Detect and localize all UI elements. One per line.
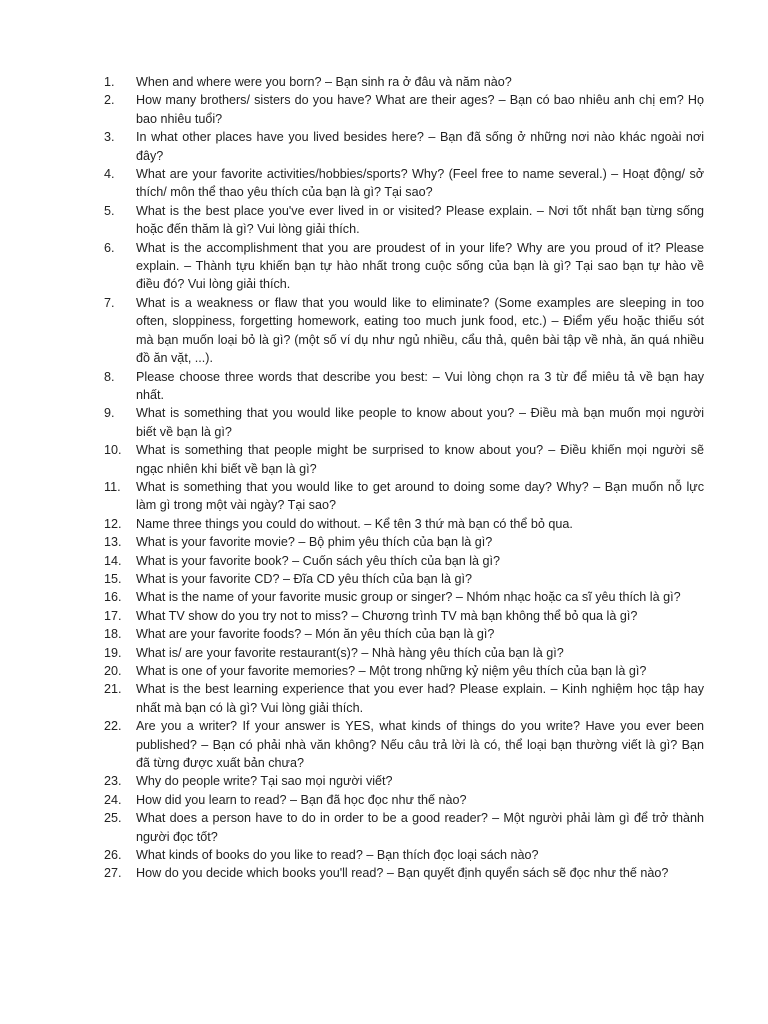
question-number: 3. (104, 130, 115, 145)
question-text: What is one of your favorite memories? – Một trong những kỷ niệm yêu thích của bạn là gì? (136, 664, 647, 678)
question-item (104, 91, 704, 128)
question-number: 18. (104, 627, 122, 642)
question-text: What is the name of your favorite music group or singer? – Nhóm nhạc hoặc ca sĩ yêu thích là gì? (136, 590, 681, 605)
question-item (104, 404, 704, 441)
question-item (104, 680, 704, 717)
question-text: How many brothers/ sisters do you have? What are their ages? – Bạn có bao nhiêu anh chị em? Họ bao nhiêu tuổi? (136, 93, 704, 126)
question-item (104, 368, 704, 405)
question-number: 17. (104, 608, 122, 623)
question-item (104, 165, 704, 202)
question-text: What are your favorite foods? – Món ăn yêu thích của bạn là gì? (136, 627, 495, 642)
question-text: What is something that you would like to get around to doing some day? Why? – Bạn muốn nỗ lực làm gì trong một vài ngày? Tại sao? (136, 479, 704, 513)
question-item (104, 294, 704, 368)
question-text: What does a person have to do in order to be a good reader? – Một người phải làm gì để trở thành người đọc tốt? (136, 811, 704, 844)
question-number: 6. (104, 240, 115, 255)
question-text: What is the best place you've ever lived in or visited? Please explain. – Nơi tốt nhất bạn từng sống hoặc đến thăm là gì? Vui lòng giải thích. (136, 203, 704, 237)
question-number: 19. (104, 645, 122, 660)
question-text: What is something that you would like people to know about you? – Điều mà bạn muốn mọi người biết về bạn là gì? (136, 406, 704, 439)
question-text: What is/ are your favorite restaurant(s)? – Nhà hàng yêu thích của bạn là gì? (136, 645, 564, 660)
question-text: Why do people write? Tại sao mọi người viết? (136, 774, 393, 789)
question-number: 16. (104, 590, 122, 605)
question-item (104, 515, 704, 533)
question-number: 12. (104, 516, 122, 531)
question-item (104, 588, 704, 606)
question-number: 10. (104, 443, 122, 458)
question-text: Name three things you could do without. – Kể tên 3 thứ mà bạn có thể bỏ qua. (136, 516, 573, 531)
question-item (104, 441, 704, 478)
question-text: What kinds of books do you like to read? – Bạn thích đọc loại sách nào? (136, 848, 539, 863)
question-item (104, 717, 704, 772)
question-text: How did you learn to read? – Bạn đã học đọc như thế nào? (136, 792, 467, 807)
question-number: 13. (104, 535, 122, 550)
question-number: 15. (104, 571, 122, 586)
question-item (104, 239, 704, 294)
question-number: 23. (104, 774, 122, 789)
question-number: 21. (104, 682, 122, 697)
question-text: What is the best learning experience that you ever had? Please explain. – Kinh nghiệm học tập hay nhất mà bạn có là gì? Vui lòng giải thích. (136, 682, 704, 715)
question-text: Are you a writer? If your answer is YES, what kinds of things do you write? Have you ever been published? – Bạn có phải nhà văn không? Nếu câu trả lời là có, thể loại bạn thường viết là gì? Bạn đã từng được xuất bản chưa? (136, 719, 704, 771)
question-item (104, 570, 704, 588)
question-text: In what other places have you lived besides here? – Bạn đã sống ở những nơi nào khác ngoài nơi đây? (136, 130, 704, 163)
question-item (104, 662, 704, 680)
question-number: 26. (104, 848, 122, 863)
question-list (104, 73, 704, 883)
question-number: 5. (104, 203, 115, 218)
question-text: What is the accomplishment that you are proudest of in your life? Why are you proud of it? Please explain. – Thành tựu khiến bạn tự hào nhất trong cuộc sống của bạn là gì? Tại sao bạn tự hào về điều đó? Vui lòng giải thích. (136, 240, 704, 292)
question-item (104, 809, 704, 846)
question-text: What is something that people might be surprised to know about you? – Điều khiến mọi người sẽ ngạc nhiên khi biết về bạn là gì? (136, 443, 704, 476)
question-number: 22. (104, 719, 122, 734)
question-item (104, 625, 704, 643)
question-text: Please choose three words that describe you best: – Vui lòng chọn ra 3 từ để miêu tả về bạn hay nhất. (136, 369, 704, 402)
question-number: 20. (104, 664, 122, 678)
question-item (104, 533, 704, 551)
question-text: What is your favorite CD? – Đĩa CD yêu thích của bạn là gì? (136, 571, 472, 586)
question-item (104, 128, 704, 165)
question-item (104, 846, 704, 864)
question-item (104, 791, 704, 809)
question-text: When and where were you born? – Bạn sinh ra ở đâu và năm nào? (136, 75, 512, 89)
question-text: What are your favorite activities/hobbies/sports? Why? (Feel free to name several.) – Hoạt động/ sở thích/ môn thể thao yêu thích của bạn là gì? Tại sao? (136, 167, 704, 200)
question-item (104, 202, 704, 239)
question-item (104, 73, 704, 91)
question-number: 11. (104, 479, 121, 494)
question-number: 1. (104, 75, 115, 89)
question-number: 2. (104, 93, 115, 108)
question-number: 7. (104, 295, 115, 310)
question-item (104, 772, 704, 790)
question-text: What is your favorite book? – Cuốn sách yêu thích của bạn là gì? (136, 553, 501, 568)
question-number: 14. (104, 553, 122, 568)
question-text: What is a weakness or flaw that you would like to eliminate? (Some examples are sleeping in too often, sloppiness, forgetting homework, eating too much junk food, etc.) – Điểm yếu hoặc thiếu sót mà bạn muốn loại bỏ là gì? (một số ví dụ như ngủ nhiều, cẩu thả, quên bài tập về nhà, ăn quá nhiều đồ ăn vặt, ...). (136, 295, 704, 366)
question-item (104, 644, 704, 662)
question-text: What is your favorite movie? – Bộ phim yêu thích của bạn là gì? (136, 535, 493, 550)
question-number: 8. (104, 369, 115, 384)
question-text: How do you decide which books you'll read? – Bạn quyết định quyển sách sẽ đọc như thế nào? (136, 866, 669, 881)
question-text: What TV show do you try not to miss? – Chương trình TV mà bạn không thể bỏ qua là gì? (136, 608, 638, 623)
question-item (104, 552, 704, 570)
question-number: 25. (104, 811, 122, 826)
question-number: 27. (104, 866, 122, 881)
question-item (104, 478, 704, 515)
question-number: 24. (104, 792, 122, 807)
question-number: 9. (104, 406, 115, 421)
question-item (104, 864, 704, 882)
question-number: 4. (104, 167, 115, 182)
question-item (104, 607, 704, 625)
